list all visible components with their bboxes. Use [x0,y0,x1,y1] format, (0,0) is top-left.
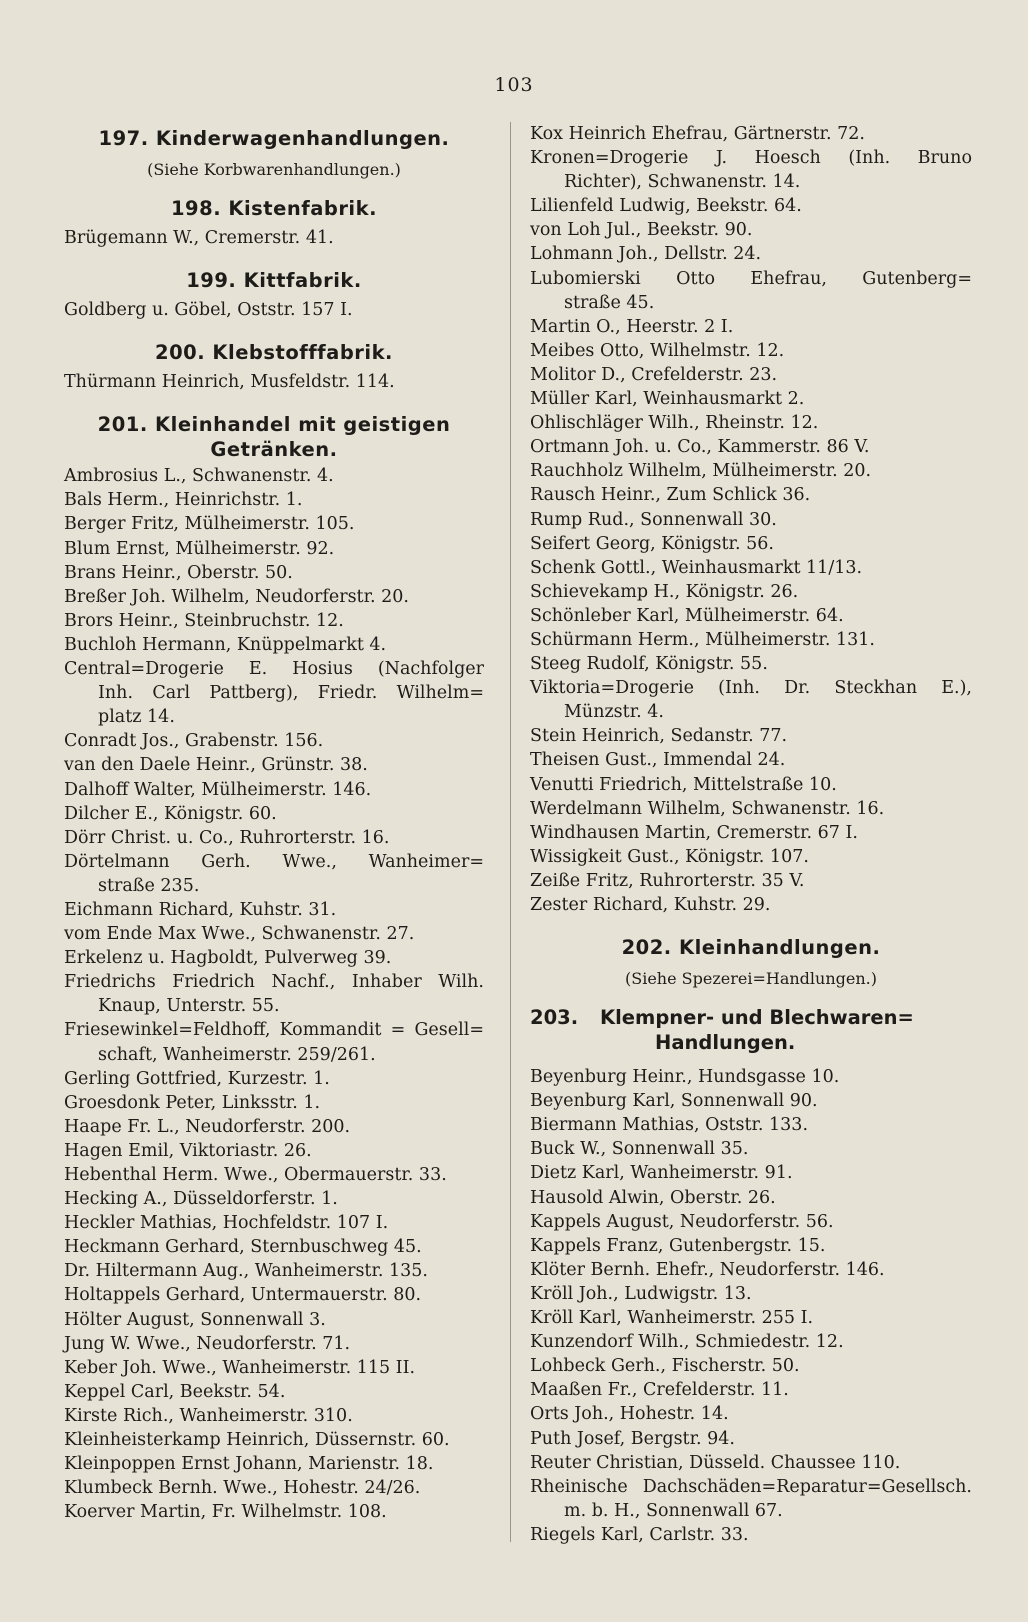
right-column [530,122,972,1547]
word: Friedrich [172,972,255,993]
list-item [64,1018,484,1042]
list-item: Riegels Karl, Carlstr. 33. [530,1524,749,1545]
column-divider [510,122,511,1542]
list-item: Stein Heinrich, Sedanstr. 77. [530,726,788,747]
spacer [530,1057,972,1065]
list-item: Schönleber Karl, Mülheimerstr. 64. [530,605,844,626]
list-item: Jung W. Wwe., Neudorferstr. 71. [64,1333,351,1354]
list-item: Erkelenz u. Hagboldt, Pulverweg 39. [64,948,392,969]
list-item [530,146,972,170]
list-item [530,267,972,291]
list-item: Dilcher E., Königstr. 60. [64,803,277,824]
list-item [530,1475,972,1499]
word: Dr. [784,678,811,699]
list-item: Lilienfeld Ludwig, Beekstr. 64. [530,196,802,217]
list-item [64,850,484,874]
list-item: Müller Karl, Weinhausmarkt 2. [530,389,805,410]
word: Hoesch [754,148,821,169]
list-item: Werdelmann Wilhelm, Schwanenstr. 16. [530,798,885,819]
section-heading-202: 202. Kleinhandlungen. [621,936,881,960]
section-heading-199: 199. Kittfabrik. [186,269,362,293]
word: Kommandit [279,1020,382,1041]
word: E. [248,659,268,680]
list-item: Koerver Martin, Fr. Wilhelmstr. 108. [64,1502,387,1523]
list-item: Hebenthal Herm. Wwe., Obermauerstr. 33. [64,1165,447,1185]
list-item: Rauchholz Wilhelm, Mülheimerstr. 20. [530,461,872,482]
list-item: Kleinpoppen Ernst Johann, Marienstr. 18. [64,1454,434,1475]
word: Rheinische [530,1476,628,1497]
section-heading-201: 201. Kleinhandel mit geistigen [97,413,451,437]
word: J. [715,148,728,169]
list-item: Dörr Christ. u. Co., Ruhrorterstr. 16. [64,827,390,848]
word: Steckhan [834,678,918,699]
list-item: Breßer Joh. Wilhelm, Neudorferstr. 20. [64,586,409,607]
word: Lubomierski [530,268,641,289]
list-item: Molitor D., Crefelderstr. 23. [530,364,778,385]
section-heading-198: 198. Kistenfabrik. [170,197,377,220]
list-item: Kox Heinrich Ehefrau, Gärtnerstr. 72. [530,124,865,144]
list-item: Schürmann Herm., Mülheimerstr. 131. [530,629,875,650]
word: Wilhelm= [396,683,484,704]
list-item: Orts Joh., Hohestr. 14. [530,1404,729,1425]
list-item [64,970,484,994]
list-item-continuation: Münzstr. 4. [564,702,664,723]
list-item: Heckmann Gerhard, Sternbuschweg 45. [64,1237,422,1258]
left-column [64,122,484,1524]
word: Otto [676,268,716,289]
list-item: Dr. Hiltermann Aug., Wanheimerstr. 135. [64,1261,428,1282]
section-heading-197: 197. Kinderwagenhandlungen. [98,127,450,150]
word: Pattberg), [209,683,299,704]
list-item: Hölter August, Sonnenwall 3. [64,1309,326,1330]
list-item: Hausold Alwin, Oberstr. 26. [530,1187,776,1208]
list-item-continuation [64,681,484,705]
list-item: Kirste Rich., Wanheimerstr. 310. [64,1405,353,1426]
list-item: Blum Ernst, Mülheimerstr. 92. [64,538,335,559]
list-item: Zester Richard, Kuhstr. 29. [530,895,771,915]
list-item: Lohmann Joh., Dellstr. 24. [530,244,762,265]
see-also-note: (Siehe Korbwarenhandlungen.) [147,160,401,179]
word: Dachschäden=Reparatur=Gesellsch. [642,1476,972,1497]
list-item-continuation: Richter), Schwanenstr. 14. [564,172,801,193]
list-item-continuation: straße 45. [564,292,655,313]
list-item: Brügemann W., Cremerstr. 41. [64,228,334,248]
word: Friesewinkel=Feldhoff, [64,1020,271,1041]
section-heading-201-cont: Getränken. [210,438,338,462]
list-item: Rausch Heinr., Zum Schlick 36. [530,485,811,506]
spacer [64,322,484,336]
list-item-continuation: schaft, Wanheimerstr. 259/261. [98,1044,376,1065]
list-item: Ambrosius L., Schwanenstr. 4. [64,466,334,487]
list-item: Kappels Franz, Gutenbergstr. 15. [530,1235,826,1256]
page-number: 103 [494,74,534,96]
word: Friedrichs [64,972,156,993]
see-also-note: (Siehe Spezerei=Handlungen.) [625,969,877,989]
spacer [530,917,972,931]
word: Hosius [292,659,353,680]
list-item: van den Daele Heinr., Grünstr. 38. [64,755,368,776]
list-item: Buck W., Sonnenwall 35. [530,1139,749,1160]
word: Wwe., [282,851,337,872]
list-item: Meibes Otto, Wilhelmstr. 12. [530,340,785,361]
list-item: Schenk Gottl., Weinhausmarkt 11/13. [530,557,863,578]
word: = [390,1020,406,1041]
list-item: Martin O., Heerstr. 2 I. [530,316,734,337]
list-item-continuation: platz 14. [98,707,175,728]
word: Wanheimer= [368,851,484,872]
word: Bruno [917,148,972,169]
list-item: Keber Joh. Wwe., Wanheimerstr. 115 II. [64,1357,416,1378]
word: Wilh. [438,972,484,993]
list-item: Brans Heinr., Oberstr. 50. [64,562,293,583]
list-item: Hagen Emil, Viktoriastr. 26. [64,1140,312,1161]
list-item: Buchloh Hermann, Knüppelmarkt 4. [64,634,387,655]
list-item: Keppel Carl, Beekstr. 54. [64,1381,286,1402]
list-item: von Loh Jul., Beekstr. 90. [530,220,753,241]
word: Friedr. [317,683,378,704]
list-item: Theisen Gust., Immendal 24. [530,750,786,771]
list-item: Holtappels Gerhard, Untermauerstr. 80. [64,1285,422,1306]
list-item-continuation: Knaup, Unterstr. 55. [98,996,280,1017]
list-item: Ohlischläger Wilh., Rheinstr. 12. [530,413,819,434]
word: Gesell= [414,1020,484,1041]
list-item: Dietz Karl, Wanheimerstr. 91. [530,1163,793,1184]
list-item: Kröll Joh., Ludwigstr. 13. [530,1283,752,1304]
list-item: Brors Heinr., Steinbruchstr. 12. [64,610,344,631]
list-item: Bals Herm., Heinrichstr. 1. [64,490,303,511]
list-item: Haape Fr. L., Neudorferstr. 200. [64,1116,351,1137]
word: (Nachfolger [377,659,484,680]
list-item: Reuter Christian, Düsseld. Chaussee 110. [530,1452,901,1473]
list-item: Hecking A., Düsseldorferstr. 1. [64,1189,338,1210]
list-item: Maaßen Fr., Crefelderstr. 11. [530,1380,789,1401]
word: Inhaber [351,972,422,993]
list-item: Seifert Georg, Königstr. 56. [530,533,774,554]
list-item: Berger Fritz, Mülheimerstr. 105. [64,514,355,535]
list-item: Wissigkeit Gust., Königstr. 107. [530,846,809,867]
section-title: Klempner- und Blechwaren= [600,1006,914,1030]
word: Gerh. [201,851,251,872]
list-item: Conradt Jos., Grabenstr. 156. [64,731,324,752]
list-item: Groesdonk Peter, Linksstr. 1. [64,1092,321,1113]
list-item: Zeiße Fritz, Ruhrorterstr. 35 V. [530,870,805,891]
word: Viktoria=Drogerie [530,678,694,699]
list-item: Kleinheisterkamp Heinrich, Düssernstr. 60. [64,1430,450,1451]
list-item: Windhausen Martin, Cremerstr. 67 I. [530,822,858,843]
list-item-continuation: m. b. H., Sonnenwall 67. [564,1500,783,1521]
list-item: Gerling Gottfried, Kurzestr. 1. [64,1068,330,1089]
section-heading-203-cont: Handlungen. [655,1031,796,1055]
list-item: Kunzendorf Wilh., Schmiedestr. 12. [530,1332,844,1353]
list-item: Biermann Mathias, Oststr. 133. [530,1115,809,1136]
word: Nachf., [271,972,336,993]
word: Dörtelmann [64,851,170,872]
list-item: Kappels August, Neudorferstr. 56. [530,1211,834,1232]
list-item: Eichmann Richard, Kuhstr. 31. [64,899,337,920]
spacer [64,394,484,408]
word: E.), [941,678,972,699]
word: Central=Drogerie [64,659,224,680]
section-heading-200: 200. Klebstofffabrik. [155,341,393,365]
list-item: Ortmann Joh. u. Co., Kammerstr. 86 V. [530,437,870,458]
word: Kronen=Drogerie [530,148,689,169]
spacer [64,250,484,264]
list-item: Thürmann Heinrich, Musfeldstr. 114. [64,372,395,393]
list-item: Beyenburg Heinr., Hundsgasse 10. [530,1067,840,1088]
list-item-continuation: straße 235. [98,875,200,896]
word: Inh. [98,683,134,704]
list-item: Puth Josef, Bergstr. 94. [530,1428,735,1449]
list-item: Lohbeck Gerh., Fischerstr. 50. [530,1356,800,1377]
list-item: Goldberg u. Göbel, Oststr. 157 I. [64,300,353,321]
list-item: Venutti Friedrich, Mittelstraße 10. [530,774,837,795]
entry-list [64,464,484,1524]
list-item: Rump Rud., Sonnenwall 30. [530,509,777,530]
list-item [530,676,972,700]
word: Gutenberg= [862,268,972,289]
list-item: Klumbeck Bernh. Wwe., Hohestr. 24/26. [64,1478,421,1499]
word: Ehefrau, [750,268,827,289]
word: (Inh. [848,148,891,169]
list-item: Kröll Karl, Wanheimerstr. 255 I. [530,1308,814,1329]
list-item: vom Ende Max Wwe., Schwanenstr. 27. [64,924,415,945]
word: Carl [152,683,191,704]
list-item: Heckler Mathias, Hochfeldstr. 107 I. [64,1213,389,1234]
section-number: 203. [530,1006,579,1030]
list-item: Klöter Bernh. Ehefr., Neudorferstr. 146. [530,1259,885,1280]
list-item: Beyenburg Karl, Sonnenwall 90. [530,1091,818,1112]
list-item [64,657,484,681]
list-item: Schievekamp H., Königstr. 26. [530,581,799,602]
word: (Inh. [718,678,760,699]
list-item: Dalhoff Walter, Mülheimerstr. 146. [64,779,372,800]
list-item: Steeg Rudolf, Königstr. 55. [530,654,768,675]
